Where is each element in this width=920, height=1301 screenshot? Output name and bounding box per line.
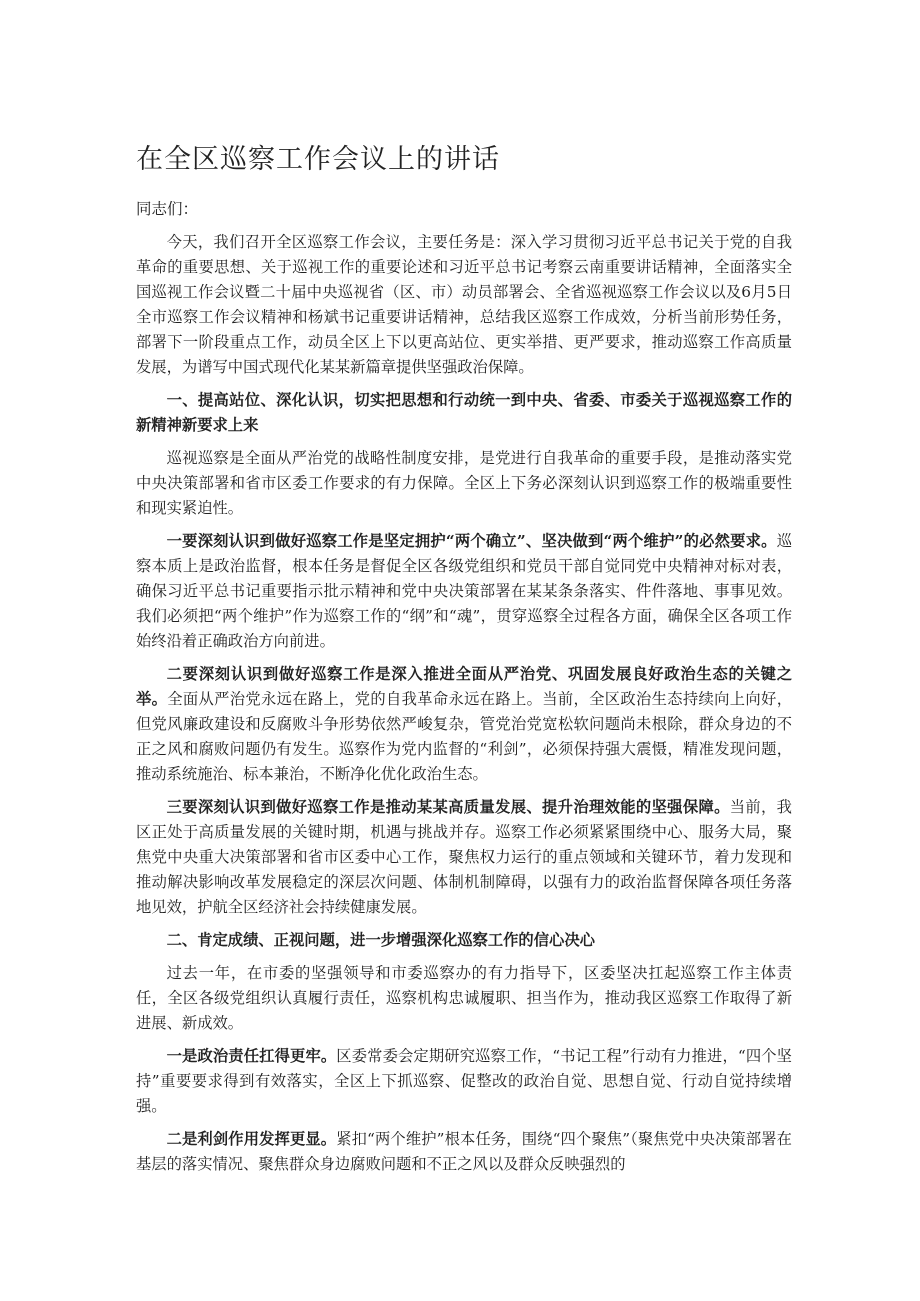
document-body xyxy=(136,230,792,1185)
paragraph-text: 当前，我区正处于高质量发展的关键时期，机遇与挑战并存。巡察工作必须紧紧围绕中心、服务大局，聚焦党中央重大决策部署和省市区委中心工作，聚焦权力运行的重点领域和关键环节，着力发现和推动解决影响改革发展稳定的深层次问题、体制机制障碍，以强有力的政治监督保障各项任务落地见效，护航全区经济社会持续健康发展。 xyxy=(136,798,792,916)
paragraph-section-2-intro xyxy=(136,961,792,1036)
greeting: 同志们： xyxy=(136,200,199,218)
paragraph-point-2 xyxy=(136,662,792,787)
paragraph-achievement-2 xyxy=(136,1127,792,1177)
paragraph-lead: 三要深刻认识到做好巡察工作是推动某某高质量发展、提升治理效能的坚强保障。 xyxy=(166,798,730,816)
paragraph-point-1 xyxy=(136,529,792,654)
paragraph-lead: 一要深刻认识到做好巡察工作是坚定拥护“两个确立”、坚决做到“两个维护”的必然要求。 xyxy=(166,532,777,550)
paragraph-lead: 二是利剑作用发挥更显。 xyxy=(166,1130,337,1148)
paragraph-point-3 xyxy=(136,795,792,920)
section-heading-1: 一、提高站位、深化认识，切实把思想和行动统一到中央、省委、市委关于巡视巡察工作的新精神新要求上来 xyxy=(136,391,792,434)
section-heading-2: 二、肯定成绩、正视问题，进一步增强深化巡察工作的信心决心 xyxy=(166,931,595,949)
paragraph-text: 区委常委会定期研究巡察工作，“书记工程”行动有力推进，“四个坚持”重要要求得到有效落实，全区上下抓巡察、促整改的政治自觉、思想自觉、行动自觉持续增强。 xyxy=(136,1047,792,1115)
paragraph-intro xyxy=(136,230,792,380)
paragraph-text: 过去一年，在市委的坚强领导和市委巡察办的有力指导下，区委坚决扛起巡察工作主体责任，全区各级党组织认真履行责任，巡察机构忠诚履职、担当作为，推动我区巡察工作取得了新进展、新成效。 xyxy=(136,964,792,1032)
document-title: 在全区巡察工作会议上的讲话 xyxy=(136,144,500,175)
paragraph-section-1-intro xyxy=(136,446,792,521)
paragraph-text: 今天，我们召开全区巡察工作会议，主要任务是：深入学习贯彻习近平总书记关于党的自我革命的重要思想、关于巡视工作的重要论述和习近平总书记考察云南重要讲话精神，全面落实全国巡视工作会议暨二十届中央巡视省（区、市）动员部署会、全省巡视巡察工作会议以及6月5日全市巡察工作会议精神和杨斌书记重要讲话精神，总结我区巡察工作成效，分析当前形势任务，部署下一阶段重点工作，动员全区上下以更高站位、更实举措、更严要求，推动巡察工作高质量发展，为谱写中国式现代化某某新篇章提供坚强政治保障。 xyxy=(136,233,792,376)
paragraph-lead: 二要深刻认识到做好巡察工作是深入推进全面从严治党、巩固发展良好政治生态的关键之举。 xyxy=(136,665,792,708)
paragraph-text: 巡视巡察是全面从严治党的战略性制度安排，是党进行自我革命的重要手段，是推动落实党中央决策部署和省市区委工作要求的有力保障。全区上下务必深刻认识到巡察工作的极端重要性和现实紧迫性。 xyxy=(136,449,792,517)
paragraph-achievement-1 xyxy=(136,1044,792,1119)
paragraph-lead: 一是政治责任扛得更牢。 xyxy=(166,1047,337,1065)
paragraph-text: 紧扣“两个维护”根本任务，围绕“四个聚焦”（聚焦党中央决策部署在基层的落实情况、聚焦群众身边腐败问题和不正之风以及群众反映强烈的 xyxy=(136,1130,792,1173)
paragraph-text: 全面从严治党永远在路上，党的自我革命永远在路上。当前，全区政治生态持续向上向好，但党风廉政建设和反腐败斗争形势依然严峻复杂，管党治党宽松软问题尚未根除，群众身边的不正之风和腐败问题仍有发生。巡察作为党内监督的“利剑”，必须保持强大震慑，精准发现问题，推动系统施治、标本兼治，不断净化优化政治生态。 xyxy=(136,690,792,783)
paragraph-text: 巡察本质上是政治监督，根本任务是督促全区各级党组织和党员干部自觉同党中央精神对标对表，确保习近平总书记重要指示批示精神和党中央决策部署在某某条条落实、件件落地、事事见效。我们必须把“两个维护”作为巡察工作的“纲”和“魂”，贯穿巡察全过程各方面，确保全区各项工作始终沿着正确政治方向前进。 xyxy=(136,532,792,650)
